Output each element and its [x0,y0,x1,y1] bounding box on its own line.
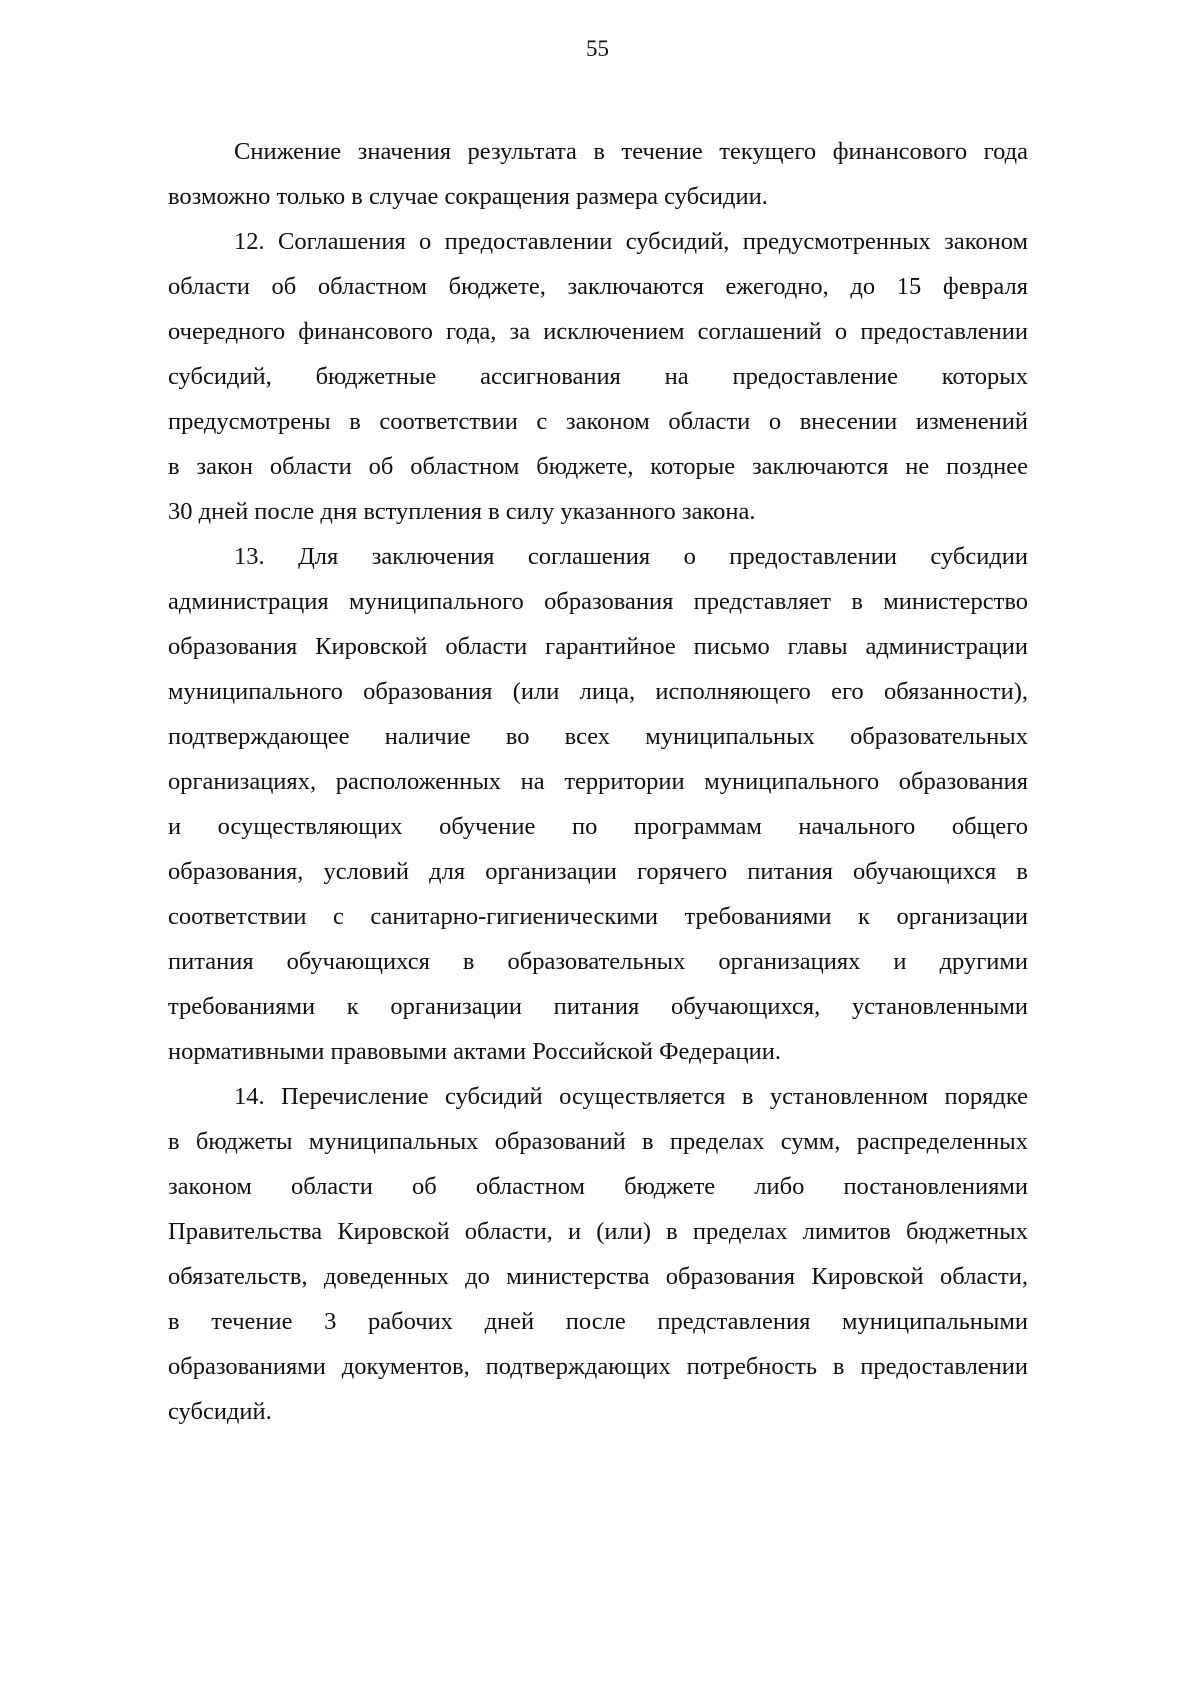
text-line: администрация муниципального образования представляет в министерство [168,588,1028,615]
text-line: соответствии с санитарно-гигиеническими требованиями к организации [168,903,1028,930]
text-line: 30 дней после дня вступления в силу указанного закона. [168,498,756,525]
text-line: питания обучающихся в образовательных организациях и другими [168,948,1028,975]
text-line: муниципального образования (или лица, исполняющего его обязанности), [168,678,1028,705]
text-line: очередного финансового года, за исключением соглашений о предоставлении [168,318,1028,345]
text-line: субсидий. [168,1398,272,1425]
text-line: 14. Перечисление субсидий осуществляется в установленном порядке [234,1083,1028,1110]
text-line: требованиями к организации питания обучающихся, установленными [168,993,1028,1020]
text-line: субсидий, бюджетные ассигнования на предоставление которых [168,363,1028,390]
text-line: в течение 3 рабочих дней после представления муниципальными [168,1308,1028,1335]
text-line: и осуществляющих обучение по программам начального общего [168,813,1028,840]
text-line: организациях, расположенных на территории муниципального образования [168,768,1028,795]
text-line: 13. Для заключения соглашения о предоставлении субсидии [234,543,1028,570]
document-body [168,132,1028,1437]
paragraph [168,132,1028,222]
text-line: образования, условий для организации горячего питания обучающихся в [168,858,1028,885]
text-line: области об областном бюджете, заключаются ежегодно, до 15 февраля [168,273,1028,300]
text-line: образованиями документов, подтверждающих потребность в предоставлении [168,1353,1028,1380]
text-line: в закон области об областном бюджете, которые заключаются не позднее [168,453,1028,480]
text-line: подтверждающее наличие во всех муниципальных образовательных [168,723,1028,750]
paragraph [168,537,1028,1077]
paragraph [168,1077,1028,1437]
text-line: обязательств, доведенных до министерства образования Кировской области, [168,1263,1028,1290]
text-line: законом области об областном бюджете либо постановлениями [168,1173,1028,1200]
text-line: образования Кировской области гарантийное письмо главы администрации [168,633,1028,660]
page-number: 55 [586,36,609,61]
text-line: Снижение значения результата в течение текущего финансового года [234,138,1028,165]
text-line: возможно только в случае сокращения размера субсидии. [168,183,768,210]
text-line: в бюджеты муниципальных образований в пределах сумм, распределенных [168,1128,1028,1155]
text-line: Правительства Кировской области, и (или) в пределах лимитов бюджетных [168,1218,1028,1245]
text-line: 12. Соглашения о предоставлении субсидий, предусмотренных законом [234,228,1028,255]
paragraph [168,222,1028,537]
text-line: предусмотрены в соответствии с законом области о внесении изменений [168,408,1028,435]
text-line: нормативными правовыми актами Российской Федерации. [168,1038,781,1065]
